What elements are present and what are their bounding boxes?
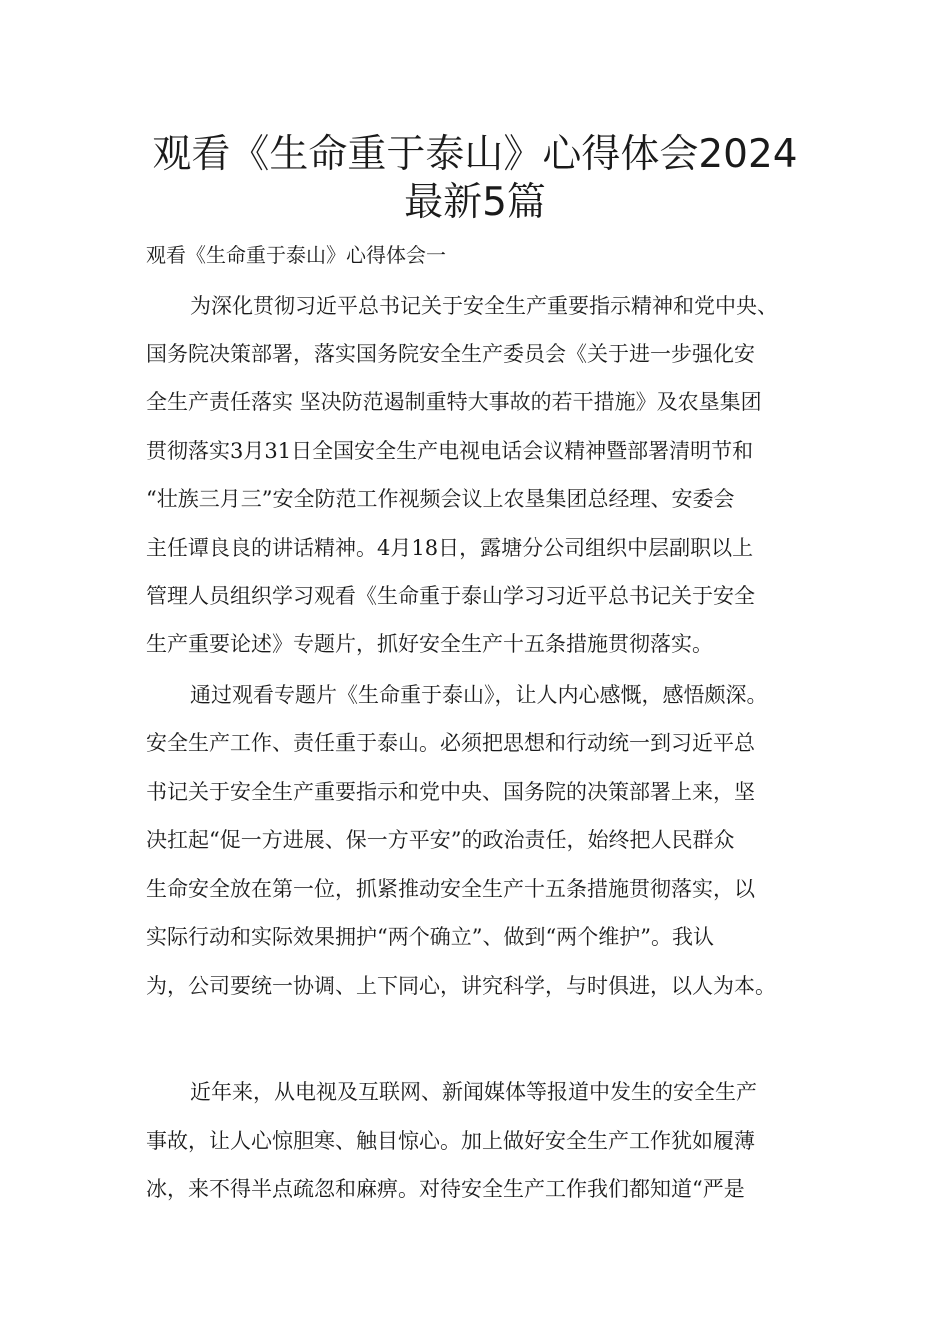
paragraph-3-line: 冰，来不得半点疏忽和麻痹。对待安全生产工作我们都知道“严是 [146, 1177, 745, 1201]
paragraph-1-line: 管理人员组织学习观看《生命重于泰山学习习近平总书记关于安全 [146, 584, 755, 608]
paragraph-1-line: 生产重要论述》专题片，抓好安全生产十五条措施贯彻落实。 [146, 632, 713, 656]
paragraph-1-line: 国务院决策部署，落实国务院安全生产委员会《关于进一步强化安 [146, 342, 755, 366]
section-heading: 观看《生命重于泰山》心得体会一 [146, 243, 446, 267]
paragraph-1-line: 贯彻落实3月31日全国安全生产电视电话会议精神暨部署清明节和 [146, 439, 754, 463]
paragraph-2-line: 生命安全放在第一位，抓紧推动安全生产十五条措施贯彻落实，以 [146, 877, 755, 901]
paragraph-2-line: 为，公司要统一协调、上下同心，讲究科学，与时俱进，以人为本。 [146, 974, 776, 998]
paragraph-1-line: “壮族三月三”安全防范工作视频会议上农垦集团总经理、安委会 [146, 487, 735, 511]
paragraph-2-line: 决扛起“促一方进展、保一方平安”的政治责任，始终把人民群众 [146, 828, 735, 852]
paragraph-2-line: 通过观看专题片《生命重于泰山》，让人内心感慨，感悟颇深。 [190, 683, 768, 707]
paragraph-1-line: 全生产责任落实 坚决防范遏制重特大事故的若干措施》及农垦集团 [146, 390, 762, 414]
document-title-line-1: 观看《生命重于泰山》心得体会2024 [152, 132, 798, 177]
paragraph-3-line: 事故，让人心惊胆寒、触目惊心。加上做好安全生产工作犹如履薄 [146, 1129, 755, 1153]
paragraph-2-line: 实际行动和实际效果拥护“两个确立”、做到“两个维护”。我认 [146, 925, 714, 949]
paragraph-1-line: 主任谭良良的讲话精神。4月18日，露塘分公司组织中层副职以上 [146, 536, 754, 560]
paragraph-2-line: 安全生产工作、责任重于泰山。必须把思想和行动统一到习近平总 [146, 731, 755, 755]
document-title-line-2: 最新5篇 [404, 180, 546, 225]
paragraph-1-line: 为深化贯彻习近平总书记关于安全生产重要指示精神和党中央、 [190, 294, 778, 318]
paragraph-3-line: 近年来，从电视及互联网、新闻媒体等报道中发生的安全生产 [190, 1080, 757, 1104]
paragraph-2-line: 书记关于安全生产重要指示和党中央、国务院的决策部署上来，坚 [146, 780, 755, 804]
